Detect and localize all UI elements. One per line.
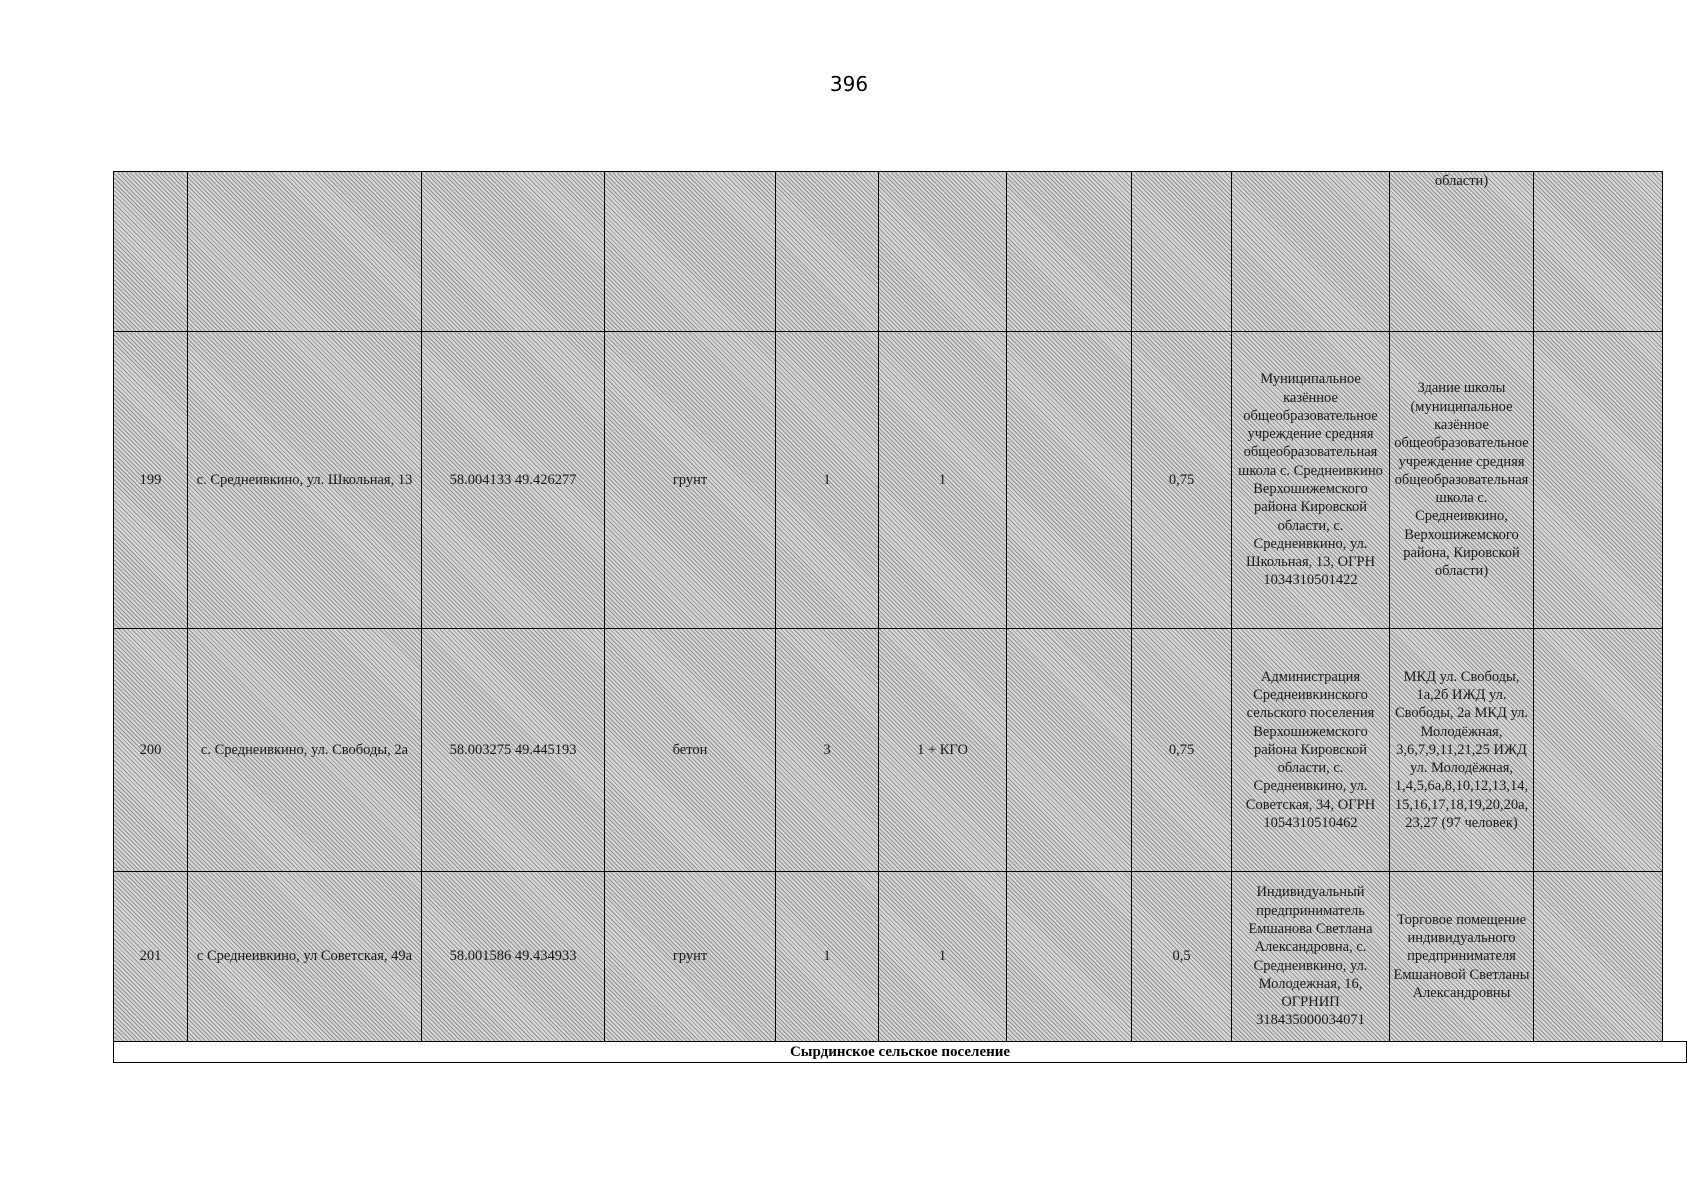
cell-extra [1007, 872, 1132, 1042]
cell-surface: бетон [605, 629, 776, 872]
cell-coords: 58.001586 49.434933 [422, 872, 605, 1042]
cell-note [1534, 629, 1663, 872]
cell-surface: грунт [605, 872, 776, 1042]
cell-extra [1007, 172, 1132, 332]
cell-address: с Среднеивкино, ул Советская, 49а [188, 872, 422, 1042]
cell-address [188, 172, 422, 332]
cell-extra [1007, 332, 1132, 629]
table-row [114, 332, 1663, 629]
cell-volume: 1 [879, 872, 1007, 1042]
cell-source: области) [1390, 172, 1534, 332]
cell-coords: 58.003275 49.445193 [422, 629, 605, 872]
table-row [114, 629, 1663, 872]
cell-source: Здание школы (муниципальное казённое общеобразовательное учреждение средняя общеобразовательная школа с. Среднеивкино, Верхошижемского района, Кировской области) [1390, 332, 1534, 629]
cell-containers: 1 [776, 872, 879, 1042]
cell-num: 199 [114, 332, 188, 629]
cell-num [114, 172, 188, 332]
cell-source: Торговое помещение индивидуального предпринимателя Емшановой Светланы Александровны [1390, 872, 1534, 1042]
cell-area: 0,5 [1132, 872, 1232, 1042]
cell-address: с. Среднеивкино, ул. Школьная, 13 [188, 332, 422, 629]
cell-volume: 1 + КГО [879, 629, 1007, 872]
cell-source: МКД ул. Свободы, 1а,2б ИЖД ул. Свободы, 2а МКД ул. Молодёжная, 3,6,7,9,11,21,25 ИЖД ул. Молодёжная, 1,4,5,6а,8,10,12,13,14,15,16,17,18,19,20,20а,23,27 (97 человек) [1390, 629, 1534, 872]
cell-area: 0,75 [1132, 332, 1232, 629]
cell-coords [422, 172, 605, 332]
cell-area [1132, 172, 1232, 332]
cell-num: 200 [114, 629, 188, 872]
cell-note [1534, 172, 1663, 332]
cell-volume [879, 172, 1007, 332]
page-number: 396 [829, 72, 869, 96]
data-table [113, 171, 1663, 1042]
cell-owner: Муниципальное казённое общеобразовательное учреждение средняя общеобразовательная школа с. Среднеивкино Верхошижемского района Кировской области, с. Среднеивкино, ул. Школьная, 13, ОГРН 1034310501422 [1232, 332, 1390, 629]
cell-address: с. Среднеивкино, ул. Свободы, 2а [188, 629, 422, 872]
cell-volume: 1 [879, 332, 1007, 629]
cell-owner [1232, 172, 1390, 332]
cell-note [1534, 872, 1663, 1042]
table-row [114, 872, 1663, 1042]
cell-owner: Индивидуальный предприниматель Емшанова Светлана Александровна, с. Среднеивкино, ул. Молодежная, 16, ОГРНИП 318435000034071 [1232, 872, 1390, 1042]
cell-area: 0,75 [1132, 629, 1232, 872]
cell-extra [1007, 629, 1132, 872]
cell-containers: 1 [776, 332, 879, 629]
cell-containers [776, 172, 879, 332]
table-row-continuation [114, 172, 1663, 332]
cell-containers: 3 [776, 629, 879, 872]
cell-surface: грунт [605, 332, 776, 629]
cell-note [1534, 332, 1663, 629]
section-heading: Сырдинское сельское поселение [113, 1041, 1687, 1063]
cell-surface [605, 172, 776, 332]
cell-num: 201 [114, 872, 188, 1042]
cell-owner: Администрация Среднеивкинского сельского поселения Верхошижемского района Кировской области, с. Среднеивкино, ул. Советская, 34, ОГРН 1054310510462 [1232, 629, 1390, 872]
cell-coords: 58.004133 49.426277 [422, 332, 605, 629]
